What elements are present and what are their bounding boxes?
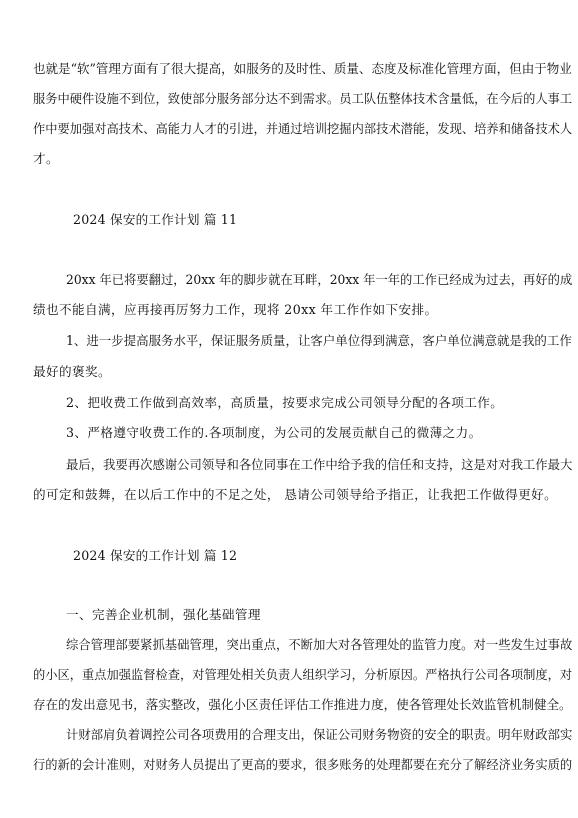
section-11-line-6: 3、严格遵守收费工作的.各项制度，为公司的发展贡献自己的微薄之力。 <box>66 425 482 440</box>
section-12-heading: 2024 保安的工作计划 篇 12 <box>73 548 238 563</box>
section-11-line-7: 最后，我要再次感谢公司领导和各位同事在工作中给予我的信任和支持，这是对对我工作最大 <box>66 457 573 472</box>
section-12-line-4: 存在的发出意见书，落实整改，强化小区责任评估工作推进力度，使各管理处长效监管机制健全。 <box>33 697 572 712</box>
intro-line-1: 也就是“软”管理方面有了很大提高，如服务的及时性、质量、态度及标准化管理方面，但由于物业 <box>33 61 572 76</box>
section-12-line-3: 的小区，重点加强监督检查，对管理处相关负责人组织学习，分析原因。严格执行公司各项制度，对 <box>33 667 573 682</box>
section-11-line-2: 绩也不能自满，应再接再厉努力工作，现将 20xx 年工作作如下安排。 <box>33 302 438 317</box>
intro-line-2: 服务中硬件设施不到位，致使部分服务部分达不到需求。员工队伍整体技术含量低，在今后的人事工 <box>33 91 573 106</box>
section-12-line-6: 行的新的会计准则，对财务人员提出了更高的要求，很多账务的处理都要在充分了解经济业务实质的 <box>33 757 573 772</box>
section-11-line-8: 的可定和鼓舞，在以后工作中的不足之处， 恳请公司领导给予指正，让我把工作做得更好。 <box>33 487 558 502</box>
section-11-line-1: 20xx 年已将要翻过，20xx 年的脚步就在耳畔，20xx 年一年的工作已经成为过去，再好的成 <box>66 272 573 287</box>
section-12-line-2: 综合管理部要紧抓基础管理，突出重点，不断加大对各管理处的监管力度。对一些发生过事故 <box>66 637 573 652</box>
section-12-line-5: 计财部肩负着调控公司各项费用的合理支出，保证公司财务物资的安全的职责。明年财政部实 <box>66 727 573 742</box>
intro-line-3: 作中要加强对高技术、高能力人才的引进，并通过培训挖掘内部技术潜能，发现、培养和储备技术人 <box>33 121 573 136</box>
section-12-line-1: 一、完善企业机制，强化基础管理 <box>66 607 261 622</box>
section-11-line-5: 2、把收费工作做到高效率，高质量，按要求完成公司领导分配的各项工作。 <box>66 395 504 410</box>
section-11-line-3: 1、进一步提高服务水平，保证服务质量，让客户单位得到满意，客户单位满意就是我的工作 <box>66 333 572 348</box>
section-11-line-4: 最好的褒奖。 <box>33 364 111 379</box>
section-11-heading: 2024 保安的工作计划 篇 11 <box>73 212 238 227</box>
intro-line-4: 才。 <box>33 151 59 166</box>
